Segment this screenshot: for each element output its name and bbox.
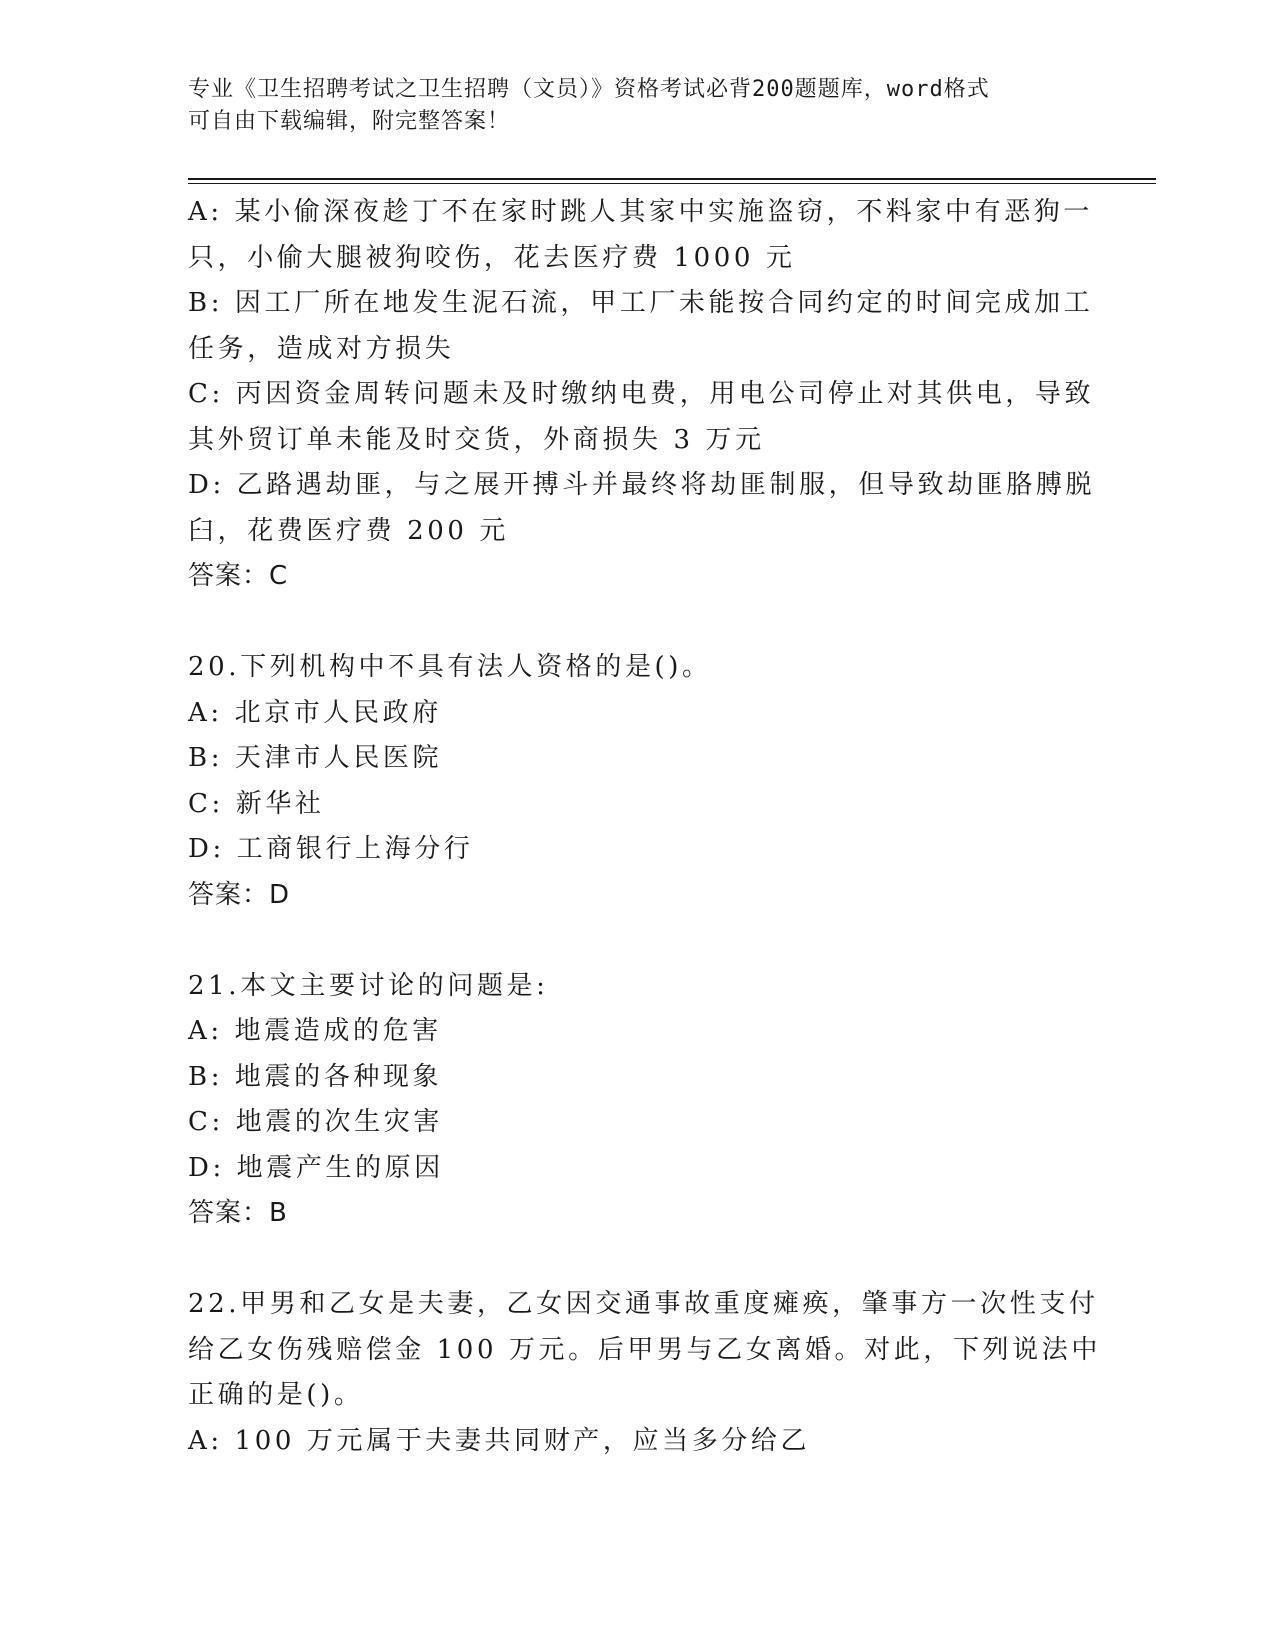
- spacer: [188, 600, 1088, 646]
- answer-20: 答案：D: [188, 879, 291, 910]
- spacer: [188, 918, 1088, 964]
- question-22-block: [188, 1282, 1101, 1464]
- option-b-line-2: 任务，造成对方损失: [188, 333, 455, 364]
- question-20-option-a: A: 北京市人民政府: [188, 697, 442, 728]
- question-20-option-c: C: 新华社: [188, 788, 325, 819]
- option-d-line-2: 臼，花费医疗费 200 元: [188, 515, 509, 546]
- header-rule-thin: [188, 183, 1156, 184]
- option-c-line-2: 其外贸订单未能及时交货，外商损失 3 万元: [188, 424, 765, 455]
- option-a-line-2: 只，小偷大腿被狗咬伤，花去医疗费 1000 元: [188, 242, 796, 273]
- spacer: [188, 1237, 1088, 1283]
- question-20-option-b: B: 天津市人民医院: [188, 743, 443, 773]
- question-21-stem: 21.本文主要讨论的问题是:: [188, 970, 549, 1001]
- question-20-option-d: D: 工商银行上海分行: [188, 834, 474, 864]
- option-d-line-1: D: 乙路遇劫匪，与之展开搏斗并最终将劫匪制服，但导致劫匪胳膊脱: [188, 470, 1096, 500]
- question-22-option-a: A: 100 万元属于夫妻共同财产，应当多分给乙: [188, 1425, 811, 1456]
- answer-19: 答案：C: [188, 561, 289, 591]
- option-b-line-1: B: 因工厂所在地发生泥石流，甲工厂未能按合同约定的时间完成加工: [188, 288, 1094, 318]
- question-20-block: [188, 645, 1088, 918]
- question-21-option-c: C: 地震的次生灾害: [188, 1107, 443, 1137]
- question-19-block: [188, 190, 1096, 600]
- question-22-stem-line-3: 正确的是()。: [188, 1380, 364, 1410]
- document-header: [188, 74, 1088, 138]
- answer-21: 答案：B: [188, 1198, 288, 1228]
- header-rule-thick: [188, 178, 1156, 180]
- question-21-option-a: A: 地震造成的危害: [188, 1016, 442, 1046]
- question-22-stem-line-1: 22.甲男和乙女是夫妻，乙女因交通事故重度瘫痪，肇事方一次性支付: [188, 1289, 1099, 1319]
- question-22-stem-line-2: 给乙女伤残赔偿金 100 万元。后甲男与乙女离婚。对此，下列说法中: [188, 1334, 1101, 1365]
- question-21-option-b: B: 地震的各种现象: [188, 1061, 443, 1092]
- question-21-block: [188, 964, 1088, 1237]
- option-c-line-1: C: 丙因资金周转问题未及时缴纳电费，用电公司停止对其供电，导致: [188, 379, 1095, 409]
- header-line-1: 专业《卫生招聘考试之卫生招聘（文员）》资格考试必背200题题库，word格式: [188, 77, 990, 102]
- option-a-line-1: A: 某小偷深夜趁丁不在家时跳人其家中实施盗窃，不料家中有恶狗一: [188, 197, 1094, 227]
- header-line-2: 可自由下载编辑，附完整答案！: [188, 109, 511, 134]
- question-21-option-d: D: 地震产生的原因: [188, 1152, 444, 1183]
- question-20-stem: 20.下列机构中不具有法人资格的是()。: [188, 652, 712, 682]
- document-body: [188, 190, 1101, 1464]
